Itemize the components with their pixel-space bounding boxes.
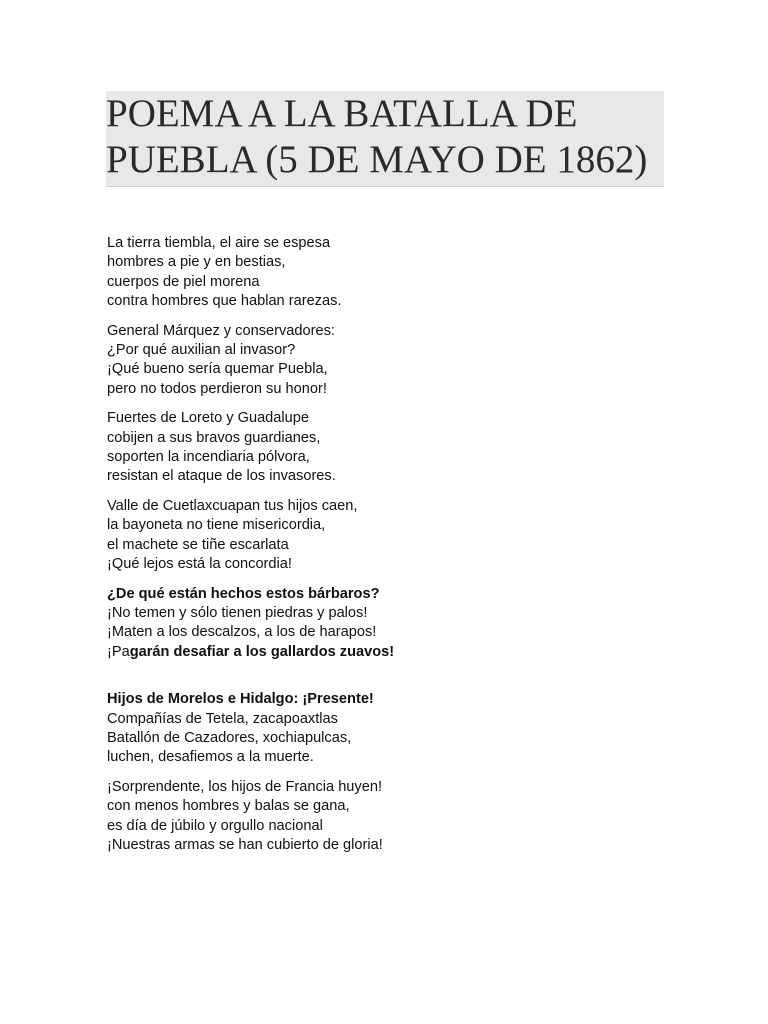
stanza-2 — [107, 322, 667, 400]
poem-line-bold: ¿De qué están hechos estos bárbaros? — [107, 585, 380, 602]
poem-line: ¡No temen y sólo tienen piedras y palos! — [107, 604, 368, 621]
poem-line: ¿Por qué auxilian al invasor? — [107, 342, 296, 359]
poem-body — [107, 234, 667, 865]
stanza-5 — [107, 585, 667, 663]
poem-line: contra hombres que hablan rarezas. — [107, 293, 342, 310]
poem-line: es día de júbilo y orgullo nacional — [107, 817, 323, 834]
poem-line: resistan el ataque de los invasores. — [107, 468, 336, 485]
poem-line-bold: Hijos de Morelos e Hidalgo: ¡Presente! — [107, 691, 374, 708]
poem-line: el machete se tiñe escarlata — [107, 536, 289, 553]
page-title-line-2: PUEBLA (5 DE MAYO DE 1862) — [106, 138, 648, 181]
poem-line: Batallón de Cazadores, xochiapulcas, — [107, 729, 352, 746]
page-title-line-1: POEMA A LA BATALLA DE — [106, 92, 578, 135]
stanza-3 — [107, 409, 667, 487]
poem-line: ¡Nuestras armas se han cubierto de gloria! — [107, 836, 383, 853]
poem-line: ¡Qué lejos está la concordia! — [107, 556, 292, 573]
poem-line: ¡Sorprendente, los hijos de Francia huyen! — [107, 778, 383, 795]
title-block — [106, 91, 664, 187]
poem-line: cobijen a sus bravos guardianes, — [107, 429, 321, 446]
poem-line: pero no todos perdieron su honor! — [107, 380, 327, 397]
poem-line: la bayoneta no tiene misericordia, — [107, 517, 326, 534]
poem-line: con menos hombres y balas se gana, — [107, 798, 350, 815]
poem-line: ¡Maten a los descalzos, a los de harapos! — [107, 624, 377, 641]
poem-line: La tierra tiembla, el aire se espesa — [107, 235, 331, 251]
poem-line: General Márquez y conservadores: — [107, 322, 335, 339]
stanza-7 — [107, 778, 667, 856]
stanza-4 — [107, 497, 667, 575]
stanza-1 — [107, 234, 667, 312]
poem-line: soporten la incendiaria pólvora, — [107, 449, 310, 466]
poem-line: Fuertes de Loreto y Guadalupe — [107, 410, 310, 427]
stanza-6 — [107, 690, 667, 768]
poem-line-bold-suffix: garán desafiar a los gallardos zuavos! — [129, 643, 395, 660]
poem-line: Compañías de Tetela, zacapoaxtlas — [107, 710, 338, 727]
poem-line-prefix: ¡Pa — [107, 643, 130, 660]
poem-line: hombres a pie y en bestias, — [107, 254, 286, 271]
poem-line-mixed — [107, 643, 667, 662]
poem-line: cuerpos de piel morena — [107, 273, 260, 290]
poem-line: luchen, desafiemos a la muerte. — [107, 749, 314, 766]
poem-line: ¡Qué bueno sería quemar Puebla, — [107, 361, 328, 378]
poem-line: Valle de Cuetlaxcuapan tus hijos caen, — [107, 497, 358, 514]
